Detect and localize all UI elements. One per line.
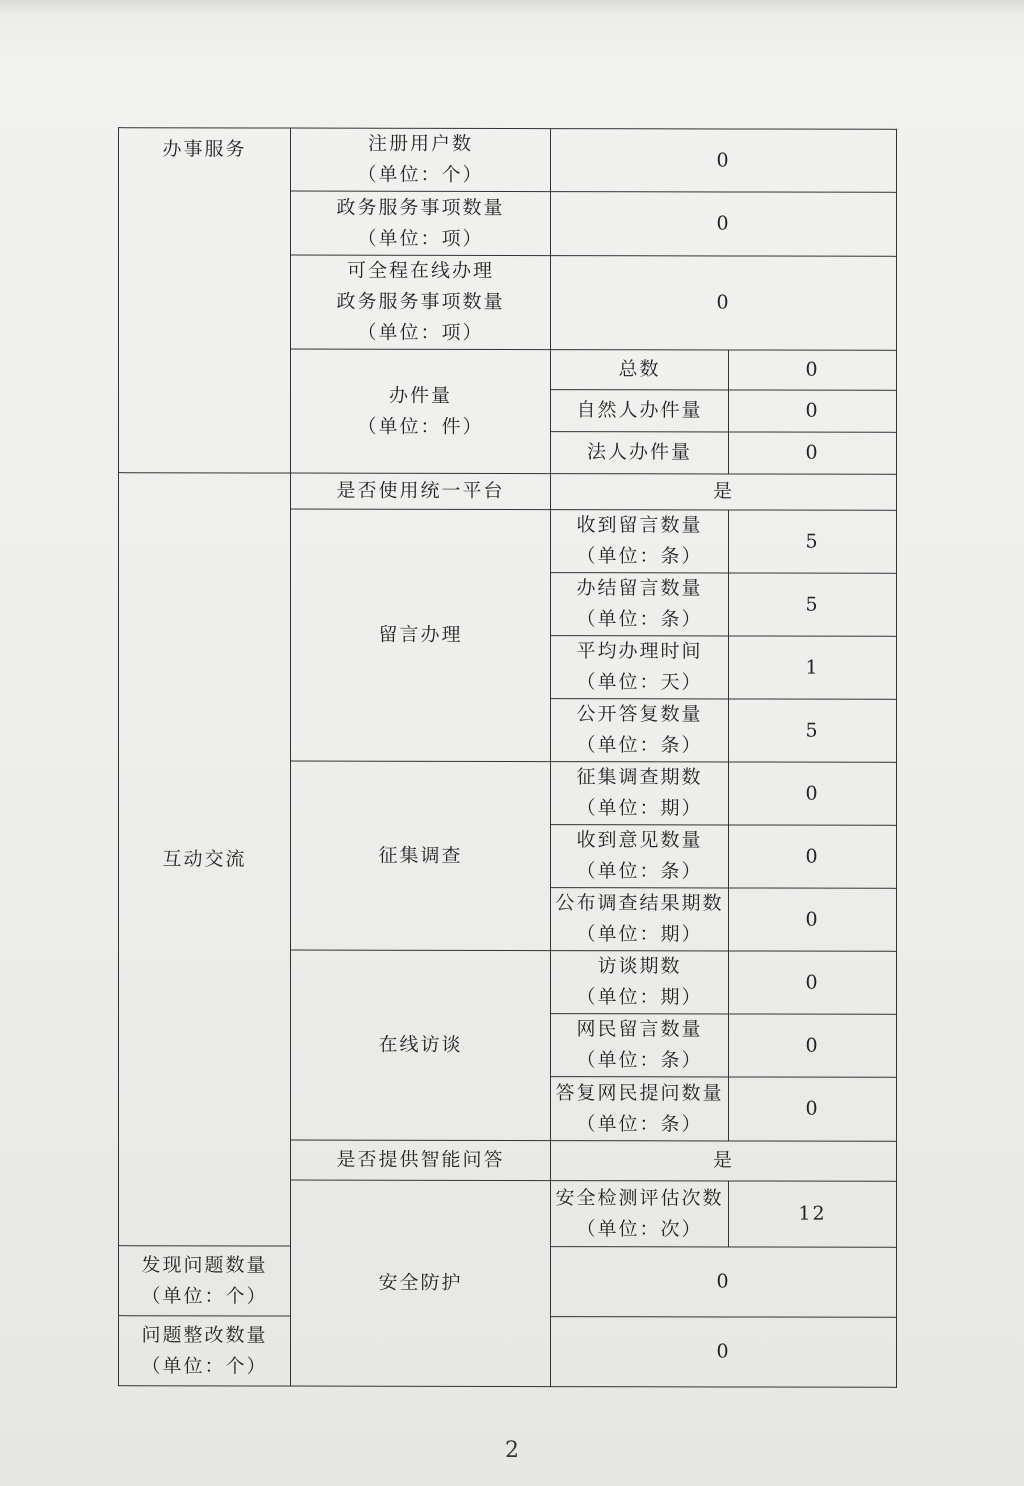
sub-label: 网民留言数量 （单位：条） [551, 1014, 729, 1077]
sub-label: 总数 [551, 350, 729, 390]
sub-label: 平均办理时间 （单位：天） [551, 636, 729, 699]
row-label-interview: 在线访谈 [291, 950, 551, 1141]
row-label: 安全检测评估次数 （单位：次） [551, 1181, 729, 1247]
table-row [119, 473, 897, 511]
category-security: 安全防护 [291, 1180, 551, 1387]
row-label: 问题整改数量 （单位：个） [119, 1316, 291, 1386]
sub-value: 5 [729, 510, 897, 573]
sub-label: 公开答复数量 （单位：条） [551, 699, 729, 762]
statistics-table [118, 127, 897, 1388]
sub-label: 收到意见数量 （单位：条） [551, 825, 729, 888]
row-label-messages: 留言办理 [291, 509, 551, 762]
sub-value: 0 [729, 432, 897, 474]
row-value: 0 [551, 129, 897, 193]
sub-value: 0 [729, 825, 897, 888]
row-value: 0 [551, 1247, 897, 1318]
sub-value: 0 [729, 888, 897, 951]
sub-value: 0 [729, 1077, 897, 1141]
table-row [119, 128, 897, 193]
row-label: 可全程在线办理 政务服务事项数量 （单位：项） [291, 255, 551, 350]
row-label: 注册用户数 （单位：个） [291, 128, 551, 192]
row-value: 是 [551, 1141, 897, 1182]
sub-label: 自然人办件量 [551, 390, 729, 432]
row-value: 0 [551, 192, 897, 257]
row-label-cases: 办件量 （单位：件） [291, 349, 551, 474]
page-number: 2 [505, 1438, 519, 1463]
row-label: 是否使用统一平台 [291, 473, 551, 510]
sub-label: 公布调查结果期数 （单位：期） [551, 888, 729, 951]
sub-label: 答复网民提问数量 （单位：条） [551, 1077, 729, 1141]
sub-value: 5 [729, 573, 897, 636]
row-label-survey: 征集调查 [291, 761, 551, 951]
row-label: 是否提供智能问答 [291, 1140, 551, 1181]
sub-label: 征集调查期数 （单位：期） [551, 762, 729, 825]
sub-label: 办结留言数量 （单位：条） [551, 573, 729, 636]
row-value: 0 [551, 256, 897, 351]
row-value: 是 [551, 474, 897, 511]
sub-label: 访谈期数 （单位：期） [551, 951, 729, 1014]
row-label: 政务服务事项数量 （单位：项） [291, 191, 551, 256]
sub-value: 0 [729, 951, 897, 1014]
sub-value: 0 [729, 762, 897, 825]
category-service: 办事服务 [119, 128, 291, 473]
sub-value: 0 [729, 390, 897, 432]
row-label: 发现问题数量 （单位：个） [119, 1246, 291, 1316]
category-interaction: 互动交流 [119, 473, 291, 1246]
sub-value: 5 [729, 699, 897, 762]
sub-value: 1 [729, 636, 897, 699]
sub-label: 收到留言数量 （单位：条） [551, 510, 729, 573]
sub-value: 0 [729, 1014, 897, 1077]
row-value: 0 [551, 1317, 897, 1388]
sub-value: 0 [729, 350, 897, 390]
sub-label: 法人办件量 [551, 432, 729, 474]
row-value: 12 [729, 1181, 897, 1247]
